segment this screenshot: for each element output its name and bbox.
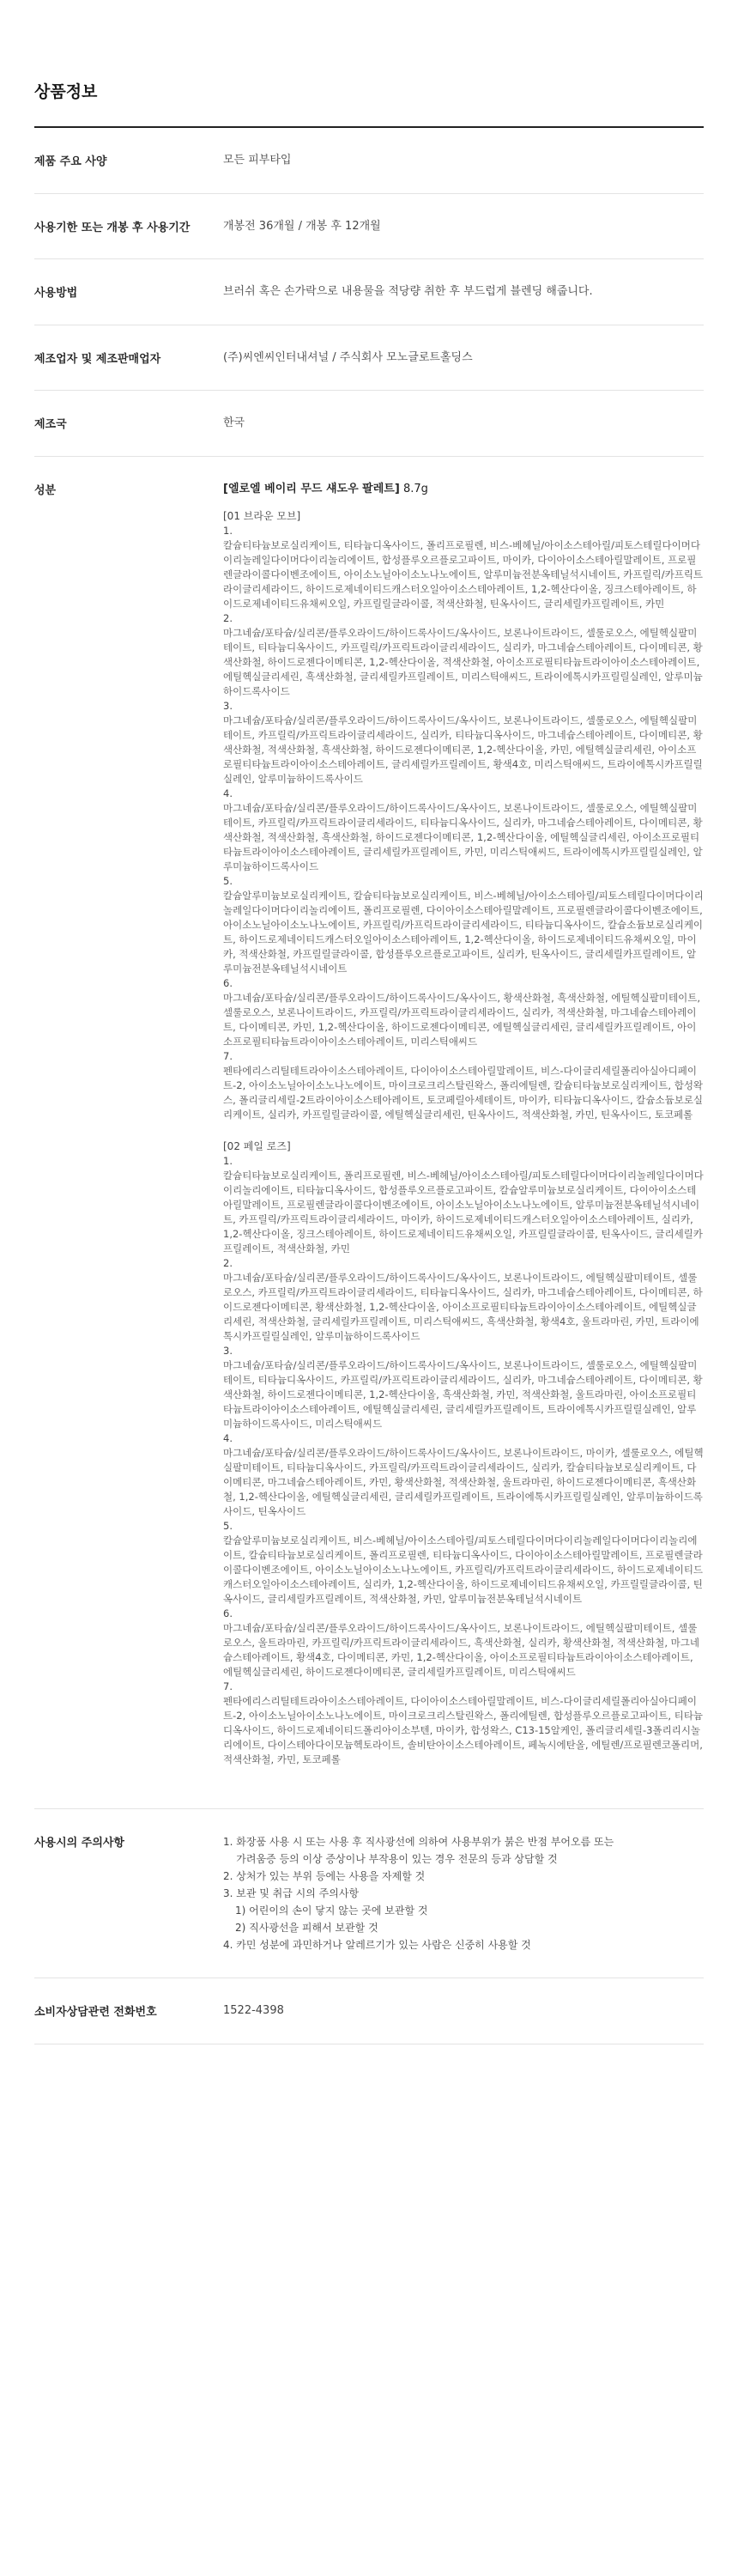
- ingredient-groups: [223, 509, 704, 1767]
- caution-item: 3. 보관 및 취급 시의 주의사항: [223, 1887, 360, 1899]
- row-label: 사용기한 또는 개봉 후 사용기간: [34, 221, 191, 234]
- ingredient-group-title: [02 페일 로즈]: [223, 1140, 291, 1152]
- caution-list: [223, 1833, 704, 1953]
- ingredient-item-number: 2.: [223, 612, 233, 624]
- row-manufacturer: [34, 325, 704, 391]
- ingredient-item-number: 5.: [223, 875, 233, 887]
- row-usage: [34, 259, 704, 325]
- ingredient-item-number: 7.: [223, 1680, 233, 1692]
- row-label: 사용방법: [34, 287, 78, 300]
- ingredient-item-text: 칼슘알루미늄보로실리케이트, 비스-베헤닐/아이소스테아릴/피토스테릴다이머다이리놀레일다이머다이리놀리에이트, 칼슘티타늄보로실리케이트, 폴리프로필렌, 티타늄디옥사이드, 다이아이소스테아릴말레이트, 프로필렌글라이콜다이벤조에이트, 아이소노닐아이소노나노에이트, 카프릴릭/카프릭트라이글리세라이드, 하이드로제네이티드캐스터오일아이소스테아레이트, 실리카, 1,2-헥산다이올, 하이드로제네이티드유채씨오일, 카프릴릴글라이콜, 틴옥사이드, 글리세릴카프릴레이트, 적색산화철, 카민, 알루미늄전분옥테닐석시네이트: [223, 1534, 704, 1605]
- ingredient-item-number: 3.: [223, 700, 233, 712]
- caution-item: 2. 상처가 있는 부위 등에는 사용을 자제할 것: [223, 1870, 426, 1882]
- ingredient-item-text: 마그네슘/포타슘/실리콘/플루오라이드/하이드록사이드/옥사이드, 보론나이트라이드, 셀룰로오스, 에틸헥실팔미테이트, 카프릴릭/카프릭트라이글리세라이드, 실리카, 티타늄디옥사이드, 마그네슘스테아레이트, 다이메티콘, 황색산화철, 적색산화철, 흑색산화철, 하이드로젠다이메티콘, 1,2-헥산다이올, 카민, 에틸헥실글리세린, 아이소프로필티타늄트라이아이소스테아레이트, 글리세릴카프릴레이트, 황색4호, 미리스틱애씨드, 트라이에톡시카프릴릴실레인, 알루미늄하이드록사이드: [223, 714, 703, 785]
- row-value: 개봉전 36개월 / 개봉 후 12개월: [223, 219, 381, 233]
- product-info-table: [34, 128, 704, 2044]
- ingredient-group: [223, 509, 704, 1122]
- ingredient-item-number: 2.: [223, 1257, 233, 1269]
- row-label: 소비자상담관련 전화번호: [34, 2006, 157, 2019]
- row-value: 한국: [223, 416, 245, 429]
- ingredient-item-number: 7.: [223, 1050, 233, 1062]
- ingredient-item-text: 마그네슘/포타슘/실리콘/플루오라이드/하이드록사이드/옥사이드, 황색산화철, 흑색산화철, 에틸헥실팔미테이트, 셀룰로오스, 보론나이트라이드, 카프릴릭/카프릭트라이글리세라이드, 실리카, 적색산화철, 마그네슘스테아레이트, 다이메티콘, 카민, 1,2-헥산다이올, 하이드로젠다이메티콘, 에틸헥실글리세린, 글리세릴카프릴레이트, 아이소프로필티타늄트라이아이소스테아레이트, 미리스틱애씨드: [223, 992, 700, 1048]
- row-cautions: [34, 1809, 704, 1978]
- row-contact: [34, 1978, 704, 2044]
- ingredient-item-text: 마그네슘/포타슘/실리콘/플루오라이드/하이드록사이드/옥사이드, 보론나이트라이드, 마이카, 셀룰로오스, 에틸헥실팔미테이트, 티타늄디옥사이드, 카프릴릭/카프릭트라이글리세라이드, 실리카, 칼슘티타늄보로실리케이트, 다이메티콘, 마그네슘스테아레이트, 카민, 황색산화철, 적색산화철, 울트라마린, 하이드로젠다이메티콘, 흑색산화철, 1,2-헥산다이올, 에틸헥실글리세린, 글리세릴카프릴레이트, 트라이에톡시카프릴릴실레인, 알루미늄하이드록사이드, 틴옥사이드: [223, 1447, 704, 1517]
- ingredient-item-text: 칼슘티타늄보로실리케이트, 티타늄디옥사이드, 폴리프로필렌, 비스-베헤닐/아이소스테아릴/피토스테릴다이머다이리놀레일다이머다이리놀리에이트, 합성플루오르플로고파이트, 마이카, 다이아이소스테아릴말레이트, 프로필렌글라이콜다이벤조에이트, 아이소노닐아이소노나노에이트, 알루미늄전분옥테닐석시네이트, 카프릴릭/카프릭트라이글리세라이드, 하이드로제네이티드캐스터오일아이소스테아레이트, 1,2-헥산다이올, 징크스테아레이트, 하이드로제네이티드유채씨오일, 카프릴릴글라이콜, 적색산화철, 틴옥사이드, 글리세릴카프릴레이트, 카민: [223, 539, 704, 610]
- row-spec: [34, 128, 704, 193]
- ingredient-item-number: 4.: [223, 787, 233, 799]
- ingredients-value: [223, 456, 704, 1809]
- ingredient-item-number: 6.: [223, 977, 233, 989]
- caution-item: 2) 직사광선을 피해서 보관할 것: [235, 1922, 378, 1934]
- row-label: 사용시의 주의사항: [34, 1837, 124, 1850]
- row-label: 성분: [34, 483, 57, 497]
- caution-item: 가려움증 등의 이상 증상이나 부작용이 있는 경우 전문의 등과 상담할 것: [223, 1853, 558, 1865]
- cautions-value: [223, 1809, 704, 1978]
- contact-phone: 1522-4398: [223, 2004, 284, 2017]
- product-size: 8.7g: [399, 482, 428, 495]
- ingredient-item-text: 마그네슘/포타슘/실리콘/플루오라이드/하이드록사이드/옥사이드, 보론나이트라이드, 셀룰로오스, 에틸헥실팔미테이트, 티타늄디옥사이드, 카프릴릭/카프릭트라이글리세라이드, 실리카, 마그네슘스테아레이트, 다이메티콘, 황색산화철, 하이드로젠다이메티콘, 1,2-헥산다이올, 흑색산화철, 카민, 적색산화철, 울트라마린, 아이소프로필티타늄트라이아이소스테아레이트, 에틸헥실글리세린, 글리세릴카프릴레이트, 트라이에톡시카프릴릴실레인, 알루미늄하이드록사이드, 미리스틱애씨드: [223, 1359, 703, 1430]
- row-value: 모든 피부타입: [223, 154, 292, 167]
- row-ingredients: [34, 456, 704, 1809]
- row-expiry: [34, 193, 704, 259]
- ingredient-group: [223, 1139, 704, 1767]
- ingredient-item-text: 마그네슘/포타슘/실리콘/플루오라이드/하이드록사이드/옥사이드, 보론나이트라이드, 에틸헥실팔미테이트, 셀룰로오스, 카프릴릭/카프릭트라이글리세라이드, 티타늄디옥사이드, 실리카, 마그네슘스테아레이트, 다이메티콘, 하이드로젠다이메티콘, 황색산화철, 1,2-헥산다이올, 아이소프로필티타늄트라이아이소스테아레이트, 에틸헥실글리세린, 적색산화철, 글리세릴카프릴레이트, 미리스틱애씨드, 흑색산화철, 황색4호, 울트라마린, 카민, 트라이에톡시카프릴릴실레인, 알루미늄하이드록사이드: [223, 1272, 703, 1342]
- caution-item: 1) 어린이의 손이 닿지 않는 곳에 보관할 것: [235, 1905, 428, 1917]
- ingredient-item-text: 칼슘티타늄보로실리케이트, 폴리프로필렌, 비스-베헤닐/아이소스테아릴/피토스테릴다이머다이리놀레일다이머다이리놀리에이트, 티타늄디옥사이드, 합성플루오르플로고파이트, 칼슘알루미늄보로실리케이트, 다이아이소스테아릴말레이트, 프로필렌글라이콜다이벤조에이트, 아이소노닐아이소노나노에이트, 알루미늄전분옥테닐석시네이트, 카프릴릭/카프릭트라이글리세라이드, 마이카, 하이드로제네이티드캐스터오일아이소스테아레이트, 실리카, 1,2-헥산다이올, 징크스테아레이트, 하이드로제네이티드유채씨오일, 카프릴릴글라이콜, 틴옥사이드, 글리세릴카프릴레이트, 적색산화철, 카민: [223, 1170, 704, 1255]
- ingredient-item-text: 마그네슘/포타슘/실리콘/플루오라이드/하이드록사이드/옥사이드, 보론나이트라이드, 셀룰로오스, 에틸헥실팔미테이트, 카프릴릭/카프릭트라이글리세라이드, 티타늄디옥사이드, 실리카, 마그네슘스테아레이트, 다이메티콘, 황색산화철, 적색산화철, 흑색산화철, 하이드로젠다이메티콘, 1,2-헥산다이올, 에틸헥실글리세린, 아이소프로필티타늄트라이아이소스테아레이트, 글리세릴카프릴레이트, 카민, 미리스틱애씨드, 트라이에톡시카프릴릴실레인, 알루미늄하이드록사이드: [223, 802, 703, 872]
- ingredient-item-number: 5.: [223, 1520, 233, 1532]
- ingredient-item-number: 1.: [223, 525, 233, 537]
- ingredient-item-text: 펜타에리스리틸테트라아이소스테아레이트, 다이아이소스테아릴말레이트, 비스-다이글리세릴폴리아실아디페이트-2, 아이소노닐아이소노나노에이트, 마이크로크리스탈린왁스, 폴리에틸렌, 칼슘티타늄보로실리케이트, 합성왁스, 폴리글리세릴-2트라이아이소스테아레이트, 토코페릴아세테이트, 마이카, 티타늄디옥사이드, 칼슘소듐보로실리케이트, 실리카, 카프릴릴글라이콜, 에틸헥실글리세린, 틴옥사이드, 적색산화철, 카민, 틴옥사이드, 토코페롤: [223, 1065, 704, 1121]
- product-name: [엘로엘 베이리 무드 섀도우 팔레트]: [223, 482, 400, 495]
- ingredient-item-number: 3.: [223, 1345, 233, 1357]
- row-label: 제품 주요 사양: [34, 155, 107, 168]
- ingredient-item-number: 6.: [223, 1607, 233, 1619]
- row-value: (주)씨엔씨인터내셔널 / 주식회사 모노글로트홀딩스: [223, 350, 473, 364]
- ingredient-item-number: 1.: [223, 1155, 233, 1167]
- caution-item: 1. 화장품 사용 시 또는 사용 후 직사광선에 의하여 사용부위가 붉은 반점 부어오름 또는: [223, 1836, 614, 1848]
- row-country: [34, 391, 704, 457]
- row-label: 제조국: [34, 418, 67, 431]
- ingredient-item-text: 마그네슘/포타슘/실리콘/플루오라이드/하이드록사이드/옥사이드, 보론나이트라이드, 셀룰로오스, 에틸헥실팔미테이트, 티타늄디옥사이드, 카프릴릭/카프릭트라이글리세라이드, 실리카, 마그네슘스테아레이트, 다이메티콘, 황색산화철, 하이드로젠다이메티콘, 1,2-헥산다이올, 적색산화철, 아이소프로필티타늄트라이아이소스테아레이트, 에틸헥실글리세린, 흑색산화철, 글리세릴카프릴레이트, 미리스틱애씨드, 트라이에톡시카프릴릴실레인, 알루미늄하이드록사이드: [223, 627, 703, 697]
- row-value: 브러쉬 혹은 손가락으로 내용물을 적당량 취한 후 부드럽게 블렌딩 해줍니다.: [223, 285, 593, 298]
- ingredient-item-number: 4.: [223, 1432, 233, 1444]
- row-label: 제조업자 및 제조판매업자: [34, 352, 161, 366]
- ingredient-item-text: 칼슘알루미늄보로실리케이트, 칼슘티타늄보로실리케이트, 비스-베헤닐/아이소스테아릴/피토스테릴다이머다이리놀레일다이머다이리놀리에이트, 폴리프로필렌, 다이아이소스테아릴말레이트, 프로필렌글라이콜다이벤조에이트, 아이소노닐아이소노나노에이트, 카프릴릭/카프릭트라이글리세라이드, 티타늄디옥사이드, 칼슘소듐보로실리케이트, 하이드로제네이티드캐스터오일아이소스테아레이트, 1,2-헥산다이올, 하이드로제네이티드유채씨오일, 마이카, 적색산화철, 카프릴릴글라이콜, 합성플루오르플로고파이트, 실리카, 틴옥사이드, 글리세릴카프릴레이트, 알루미늄전분옥테닐석시네이트: [223, 890, 704, 975]
- ingredient-group-title: [01 브라운 모브]: [223, 510, 301, 522]
- section-title: 상품정보: [34, 82, 98, 101]
- caution-item: 4. 카민 성분에 과민하거나 알레르기가 있는 사람은 신중히 사용할 것: [223, 1939, 531, 1951]
- product-title: [223, 481, 704, 498]
- ingredient-item-text: 마그네슘/포타슘/실리콘/플루오라이드/하이드록사이드/옥사이드, 보론나이트라이드, 에틸헥실팔미테이트, 셀룰로오스, 울트라마린, 카프릴릭/카프릭트라이글리세라이드, 흑색산화철, 실리카, 황색산화철, 적색산화철, 마그네슘스테아레이트, 황색4호, 다이메티콘, 카민, 1,2-헥산다이올, 아이소프로필티타늄트라이아이소스테아레이트, 에틸헥실글리세린, 하이드로젠다이메티콘, 글리세릴카프릴레이트, 미리스틱애씨드: [223, 1622, 699, 1678]
- ingredient-item-text: 펜타에리스리틸테트라아이소스테아레이트, 다이아이소스테아릴말레이트, 비스-다이글리세릴폴리아실아디페이트-2, 아이소노닐아이소노나노에이트, 마이크로크리스탈린왁스, 폴리에틸렌, 합성플루오르플로고파이트, 티타늄디옥사이드, 하이드로제네이티드폴리아이소부텐, 마이카, 합성왁스, C13-15알케인, 폴리글리세릴-3폴리리시놀리에이트, 다이스테아다이모늄헥토라이트, 솔비탄아이소스테아레이트, 페녹시에탄올, 에틸렌/프로필렌코폴리머, 적색산화철, 카민, 토코페롤: [223, 1695, 704, 1765]
